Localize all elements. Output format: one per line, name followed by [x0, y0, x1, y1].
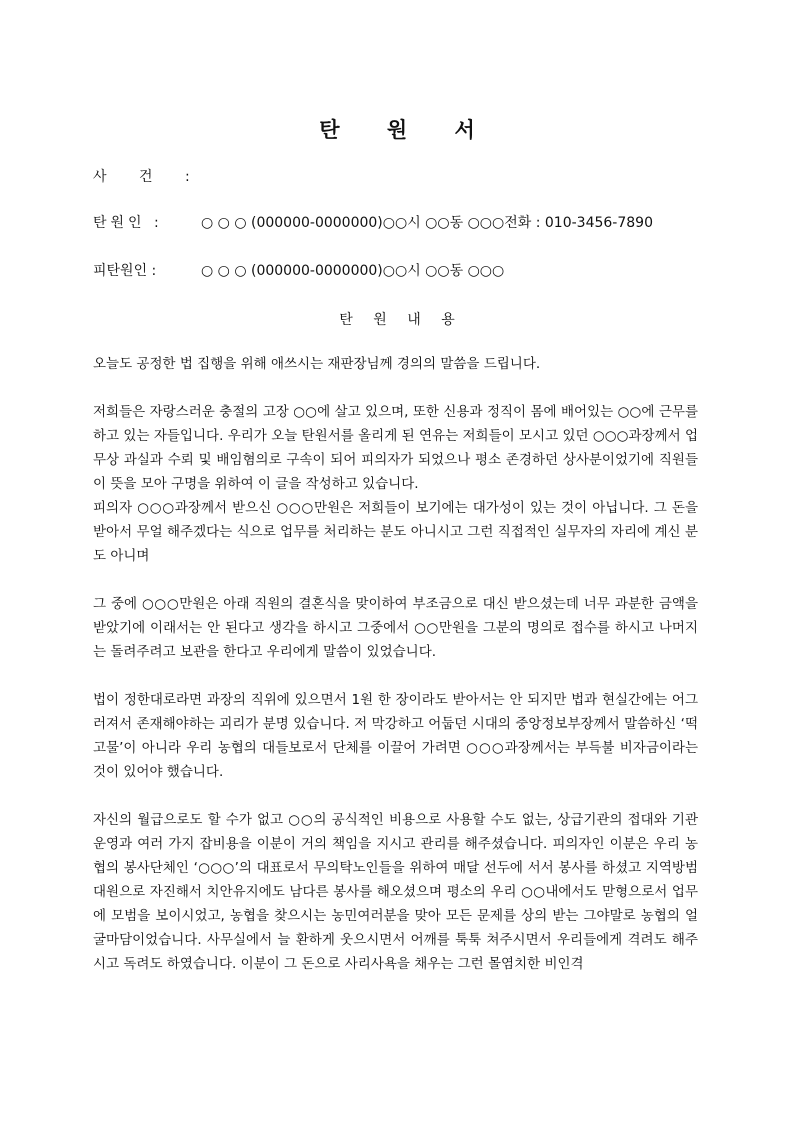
- case-field: [93, 168, 204, 186]
- respondent-field: [93, 262, 505, 280]
- petition-body: [93, 352, 698, 976]
- petitioner-field: [93, 214, 653, 232]
- petitioner-value: ○ ○ ○ (000000-0000000)○○시 ○○동 ○○○전화 : 010-3456-7890: [201, 215, 653, 231]
- document-title: 탄 원 서: [319, 118, 495, 142]
- section-subtitle: 탄 원 내 용: [339, 312, 463, 328]
- paragraph: 오늘도 공정한 법 집행을 위해 애쓰시는 재판장님께 경의의 말씀을 드립니다.: [93, 356, 541, 372]
- respondent-value: ○ ○ ○ (000000-0000000)○○시 ○○동 ○○○: [201, 263, 505, 279]
- case-label: 사 건 :: [93, 169, 204, 185]
- paragraph: 그 중에 ○○○만원은 아래 직원의 결혼식을 맞이하여 부조금으로 대신 받으셨는데 너무 과분한 금액을 받았기에 이래서는 안 된다고 생각을 하시고 그중에서 ○○만원을 그분의 명의로 접수를 하시고 나머지는 돌려주려고 보관을 한다고 우리에게 말씀이 있었습니다.: [93, 596, 698, 660]
- paragraph: 법이 정한대로라면 과장의 직위에 있으면서 1원 한 장이라도 받아서는 안 되지만 법과 현실간에는 어그러져서 존재해야하는 괴리가 분명 있습니다. 저 막강하고 어둡던 시대의 중앙정보부장께서 말씀하신 ‘떡고물’이 아니라 우리 농협의 대들보로서 단체를 이끌어 가려면 ○○○과장께서는 부득불 비자금이라는 것이 있어야 했습니다.: [93, 692, 698, 780]
- respondent-label: 피탄원인 :: [93, 263, 157, 279]
- paragraph: 저희들은 자랑스러운 충절의 고장 ○○에 살고 있으며, 또한 신용과 정직이 몸에 배어있는 ○○에 근무를 하고 있는 자들입니다. 우리가 오늘 탄원서를 올리게 된 연유는 저희들이 모시고 있던 ○○○과장께서 업무상 과실과 수뢰 및 배임혐의로 구속이 되어 피의자가 되었으나 평소 존경하던 상사분이었기에 직원들이 뜻을 모아 구명을 위하여 이 글을 작성하고 있습니다.: [93, 404, 698, 492]
- paragraph: 피의자 ○○○과장께서 받으신 ○○○만원은 저희들이 보기에는 대가성이 있는 것이 아닙니다. 그 돈을 받아서 무얼 해주겠다는 식으로 업무를 처리하는 분도 아니시고 그런 직접적인 실무자의 자리에 계신 분도 아니며: [93, 500, 698, 564]
- petitioner-label: 탄원인 :: [93, 215, 163, 231]
- paragraph: 자신의 월급으로도 할 수가 없고 ○○의 공식적인 비용으로 사용할 수도 없는, 상급기관의 접대와 기관운영과 여러 가지 잡비용을 이분이 거의 책임을 지시고 관리를 해주셨습니다. 피의자인 이분은 우리 농협의 봉사단체인 ‘○○○’의 대표로서 무의탁노인들을 위하여 매달 선두에 서서 봉사를 하셨고 지역방범대원으로 자진해서 치안유지에도 남다른 봉사를 해오셨으며 평소의 우리 ○○내에서도 맏형으로서 업무에 모범을 보이시었고, 농협을 찾으시는 농민여러분을 맞아 모든 문제를 상의 받는 그야말로 농협의 얼굴마담이었습니다. 사무실에서 늘 환하게 웃으시면서 어깨를 툭툭 쳐주시면서 우리들에게 격려도 해주시고 독려도 하였습니다. 이분이 그 돈으로 사리사욕을 채우는 그런 몰염치한 비인격: [93, 812, 698, 972]
